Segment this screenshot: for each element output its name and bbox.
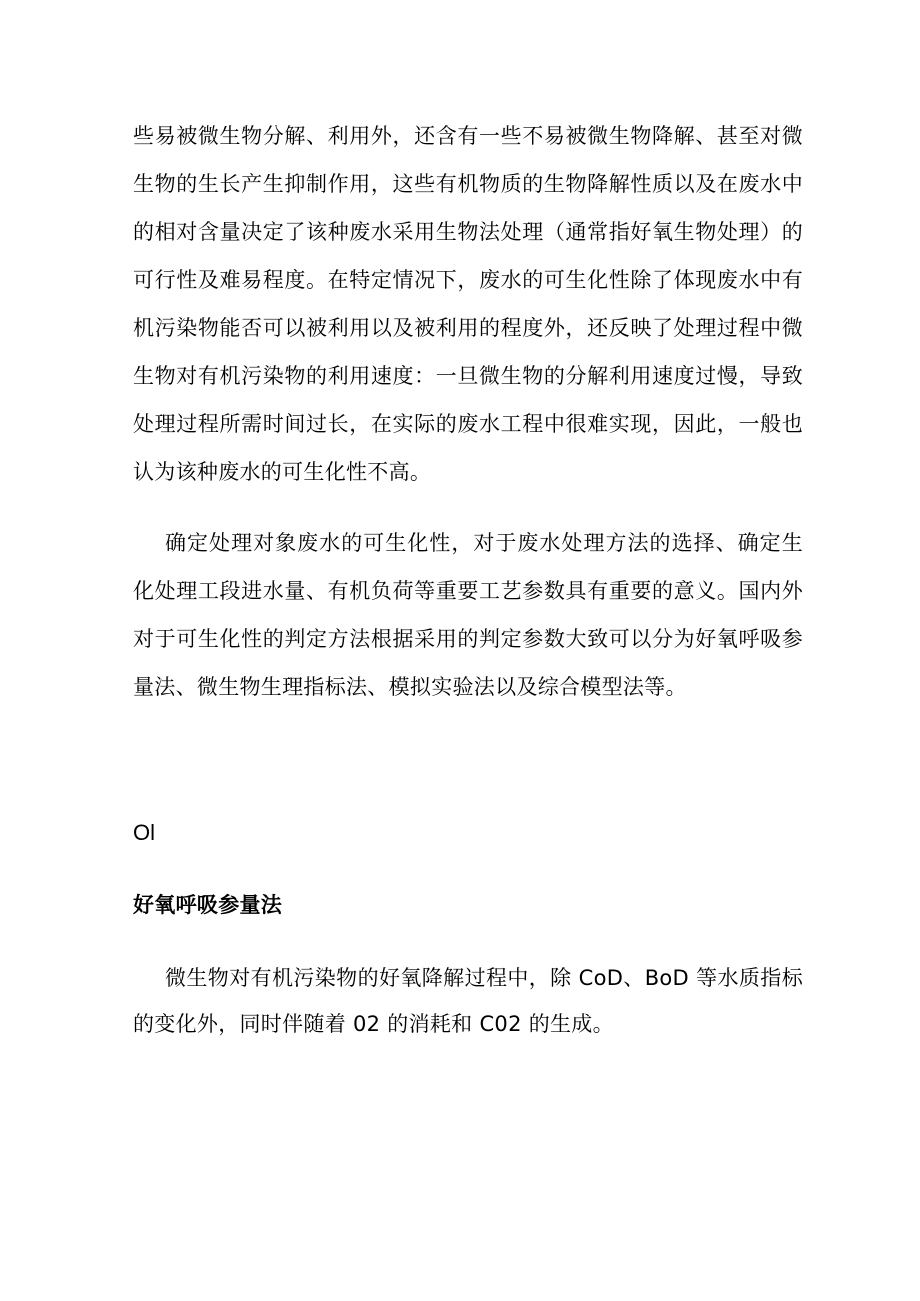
section-marker: Ol — [133, 820, 155, 845]
body-paragraph-3: 微生物对有机污染物的好氧降解过程中，除 CoD、BoD 等水质指标的变化外，同时伴随着 02 的消耗和 C02 的生成。 — [133, 966, 803, 1036]
body-paragraph-1: 些易被微生物分解、利用外，还含有一些不易被微生物降解、甚至对微生物的生长产生抑制作用，这些有机物质的生物降解性质以及在废水中的相对含量决定了该种废水采用生物法处理（通常指好氧生物处理）的可行性及难易程度。在特定情况下，废水的可生化性除了体现废水中有机污染物能否可以被利用以及被利用的程度外，还反映了处理过程中微生物对有机污染物的利用速度：一旦微生物的分解利用速度过慢，导致处理过程所需时间过长，在实际的废水工程中很难实现，因此，一般也认为该种废水的可生化性不高。 — [133, 124, 803, 484]
body-paragraph-2: 确定处理对象废水的可生化性，对于废水处理方法的选择、确定生化处理工段进水量、有机负荷等重要工艺参数具有重要的意义。国内外对于可生化性的判定方法根据采用的判定参数大致可以分为好氧呼吸参量法、微生物生理指标法、模拟实验法以及综合模型法等。 — [133, 531, 803, 699]
section-heading: 好氧呼吸参量法 — [133, 893, 283, 917]
